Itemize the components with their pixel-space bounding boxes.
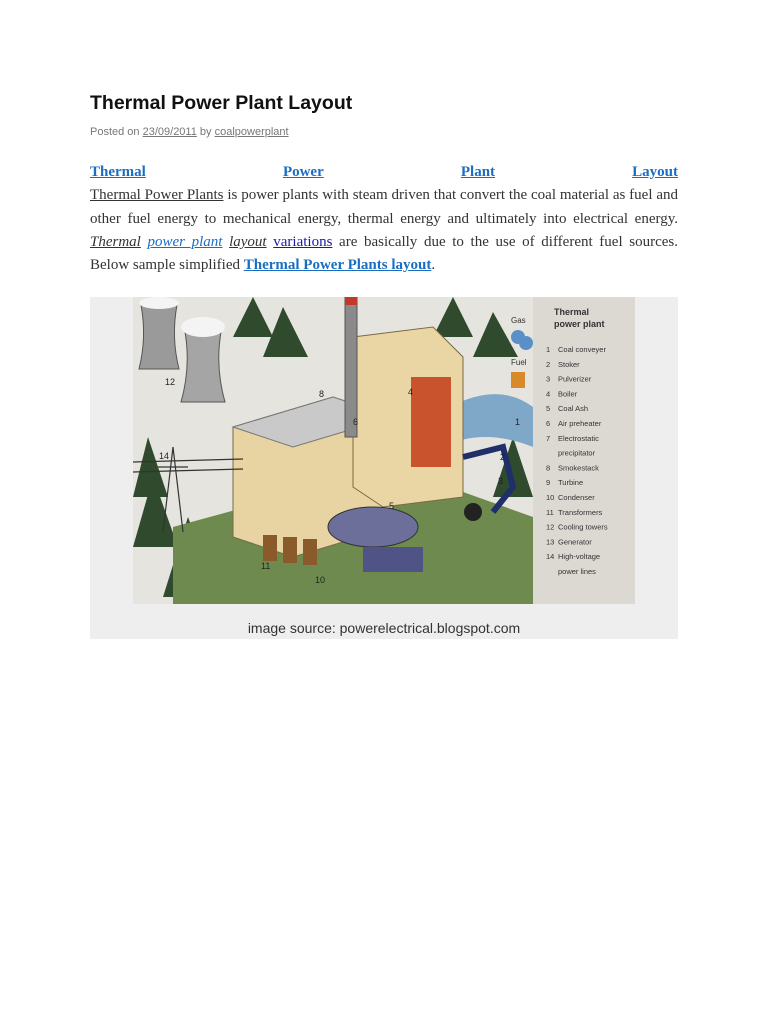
heading-link-word[interactable]: Power [282, 164, 324, 180]
variations-link[interactable]: variations [273, 233, 333, 250]
gas-label: Gas [511, 316, 526, 325]
by-label: by [199, 126, 212, 138]
fuel-icon [511, 372, 525, 388]
callout-number: 11 [261, 561, 271, 571]
callout-number: 12 [165, 377, 176, 387]
heading-link-row[interactable] [90, 161, 678, 184]
legend-number: 14 [546, 552, 555, 562]
transformer [283, 537, 297, 563]
smokestack [345, 297, 357, 437]
heading-link-word[interactable]: Plant [460, 164, 496, 180]
legend-number: 13 [546, 537, 555, 547]
legend-number: 8 [546, 463, 551, 473]
legend-label: power lines [558, 567, 596, 576]
post-meta [90, 126, 289, 138]
legend-label: Cooling towers [558, 522, 608, 532]
author-link[interactable]: coalpowerplant [214, 126, 289, 138]
legend-number: 2 [546, 359, 551, 369]
steam-cloud [139, 297, 179, 309]
legend-label: precipitator [558, 448, 596, 458]
callout-number: 8 [319, 389, 325, 399]
condenser [363, 547, 423, 572]
legend-title: power plant [554, 319, 605, 329]
cooling-tower [139, 305, 179, 369]
thermal-link[interactable]: Thermal [90, 233, 141, 250]
legend-number: 5 [546, 404, 551, 414]
legend-label: Electrostatic [558, 433, 599, 443]
layout-link[interactable]: layout [229, 233, 267, 250]
transformer [303, 539, 317, 565]
posted-on-label: Posted on [90, 126, 140, 138]
power-plant-diagram [133, 297, 635, 604]
paragraph-end: . [431, 257, 436, 274]
steam-cloud [181, 317, 225, 337]
callout-number: 5 [389, 501, 395, 511]
figure-caption: image source: powerelectrical.blogspot.com [247, 620, 521, 636]
heading-link-word[interactable]: Layout [632, 164, 678, 180]
legend-number: 12 [546, 522, 555, 532]
page-title: Thermal Power Plant Layout [90, 92, 353, 114]
legend-number: 9 [546, 478, 551, 488]
paragraph-text: is power plants with steam driven that convert the coal material as fuel and other fuel energy to mechanical energy, thermal energy and ultimately into electrical energy. [90, 187, 678, 227]
paragraph-text-2: are basically due to the use of different fuel sources. Below sample simplified [90, 233, 678, 274]
legend-label: High-voltage [558, 552, 601, 562]
boiler [411, 377, 451, 467]
post-date-link[interactable]: 23/09/2011 [142, 126, 197, 138]
callout-number: 2 [500, 452, 506, 462]
legend-label: Coal conveyer [558, 345, 606, 354]
legend-number: 10 [546, 493, 555, 502]
callout-number: 6 [353, 417, 359, 427]
thermal-power-plants-link[interactable]: Thermal Power Plants [90, 187, 224, 204]
figure [90, 297, 678, 639]
body-paragraph [90, 184, 678, 277]
gas-icon [519, 336, 533, 350]
pulverizer [464, 503, 482, 521]
legend-label: Pulverizer [558, 374, 592, 384]
legend-number: 11 [546, 507, 554, 517]
callout-number: 14 [159, 451, 170, 461]
callout-number: 1 [515, 417, 521, 427]
legend-number: 1 [546, 345, 551, 354]
legend-label: Smokestack [558, 463, 599, 473]
legend-number: 3 [546, 374, 551, 384]
cooling-tower [181, 332, 225, 402]
transformer [263, 535, 277, 561]
legend-label: Stoker [558, 359, 580, 369]
legend-number: 4 [546, 389, 551, 399]
legend-label: Air preheater [558, 419, 602, 428]
callout-number: 3 [498, 476, 504, 486]
power-plant-link[interactable]: power plant [147, 233, 223, 250]
legend-number: 6 [546, 419, 551, 428]
smokestack-band [345, 297, 357, 305]
callout-number: 10 [315, 575, 326, 585]
legend-label: Turbine [558, 478, 584, 488]
legend-label: Transformers [558, 507, 603, 517]
legend-label: Coal Ash [558, 404, 589, 414]
turbine [328, 507, 418, 547]
fuel-label: Fuel [511, 358, 527, 367]
legend-label: Boiler [558, 389, 578, 399]
heading-link-word[interactable]: Thermal [90, 164, 146, 180]
post-body [90, 161, 678, 277]
legend-label: Generator [558, 537, 592, 547]
thermal-power-plants-layout-link[interactable]: Thermal Power Plants layout [243, 257, 432, 274]
legend-label: Condenser [558, 493, 595, 502]
legend-number: 7 [546, 433, 551, 443]
callout-number: 4 [408, 387, 414, 397]
legend-title: Thermal [554, 307, 590, 317]
